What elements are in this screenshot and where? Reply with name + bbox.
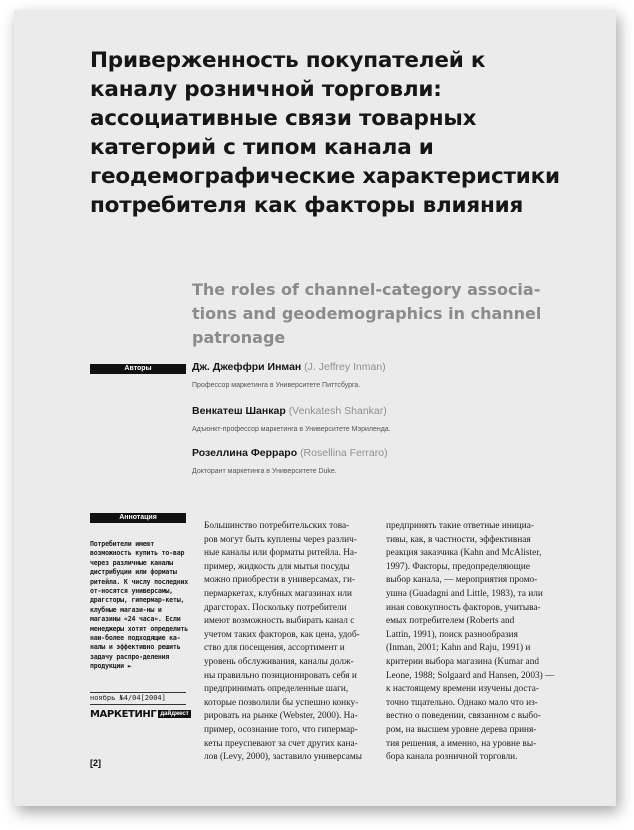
article-title-ru: Приверженность покупателей к каналу розничной торговли: ассоциативные связи товарных категорий с типом канала и геодемографические характеристики потребителя как факторы влияния [90, 48, 560, 218]
magazine-logo-sub: дайджест [160, 711, 189, 717]
abstract-label: Аннотация [90, 513, 186, 523]
author-3 [192, 446, 572, 478]
body-column-2: предпринять такие ответные инициа- тивы, как, в частности, эффективная реакция заказчика (Kahn and McAlister, 1997). Факторы, предопределяющие выбор канала, — мероприятия промо- ушна (Guadagni and Little, 1983), та или иная совокупность факторов, учитыва- емых потребителем (Roberts and Lattin, 1991), поиск разнообразия (Inman, 2001; Kahn and Raju, 1991) и критерии выбора магазина (Kumar and Leone, 1988; Solgaard and Hansen, 2003) — к настоящему времени изучены доста- точно тщательно. Однако мало что из- вестно о поведении, связанном с выбо- ром, на высшем уровне дерева приня- тия решения, а именно, на уровне вы- бора канала розничной торговли. [386, 521, 555, 763]
author-role: Адъюнкт-профессор маркетинга в Университете Мэриленда. [192, 426, 391, 433]
author-latin-name: (Rosellina Ferraro) [300, 447, 388, 459]
author-latin-name: (J. Jeffrey Inman) [304, 361, 386, 373]
author-name: Венкатеш Шанкар (Venkatesh Shankar) [192, 405, 387, 417]
author-name: Дж. Джеффри Инман (J. Jeffrey Inman) [192, 361, 386, 373]
author-role: Докторант маркетинга в Университете Duke. [192, 468, 337, 475]
author-name: Розеллина Ферраро (Rosellina Ferraro) [192, 447, 388, 459]
author-1 [192, 360, 572, 392]
journal-page [14, 10, 616, 806]
magazine-logo-main: МАРКЕТИНГ [90, 708, 157, 720]
body-column-1: Большинство потребительских това- ров могут быть куплены через различ- ные каналы или форматы ритейла. На- пример, жидкость для мытья посуды можно приобрести в универсамах, ги- пермаркетах, клубных магазинах или драгсторах. Поскольку потребители имеют возможность выбирать канал с учетом таких факторов, как цена, удоб- ство для посещения, ассортимент и уровень обслуживания, каналы долж- ны правильно позиционировать себя и предпринимать определенные шаги, которые позволили бы успешно конку- рировать на рынке (Webster, 2000). На- пример, осознание того, что гипермар- кеты преуспевают за счет других кана- лов (Levy, 2000), заставило универсамы [204, 521, 362, 763]
page-number: [2] [90, 758, 101, 768]
authors-label: Авторы [90, 364, 186, 374]
article-title-en: The roles of channel-category associa-tions and geodemographics in channel patronage [192, 280, 542, 347]
magazine-logo [90, 707, 189, 721]
author-role: Профессор маркетинга в Университете Питтсбурга. [192, 382, 361, 389]
issue-line: ноябрь №4/04[2004] [90, 692, 186, 705]
abstract-text: Потребители имеют возможность купить то-вар через различные каналы дистрибуции или форматы ритейла. К числу последних от-носятся универсамы, драгсторы, гипермар-кеты, клубные магази-ны и магазины «24 часа». Если менеджеры хотят определить наи-более подходящие ка-налы и эффективно решить задачу распро-деления продукции ► [90, 540, 189, 671]
author-latin-name: (Venkatesh Shankar) [288, 405, 387, 417]
author-2 [192, 404, 572, 436]
